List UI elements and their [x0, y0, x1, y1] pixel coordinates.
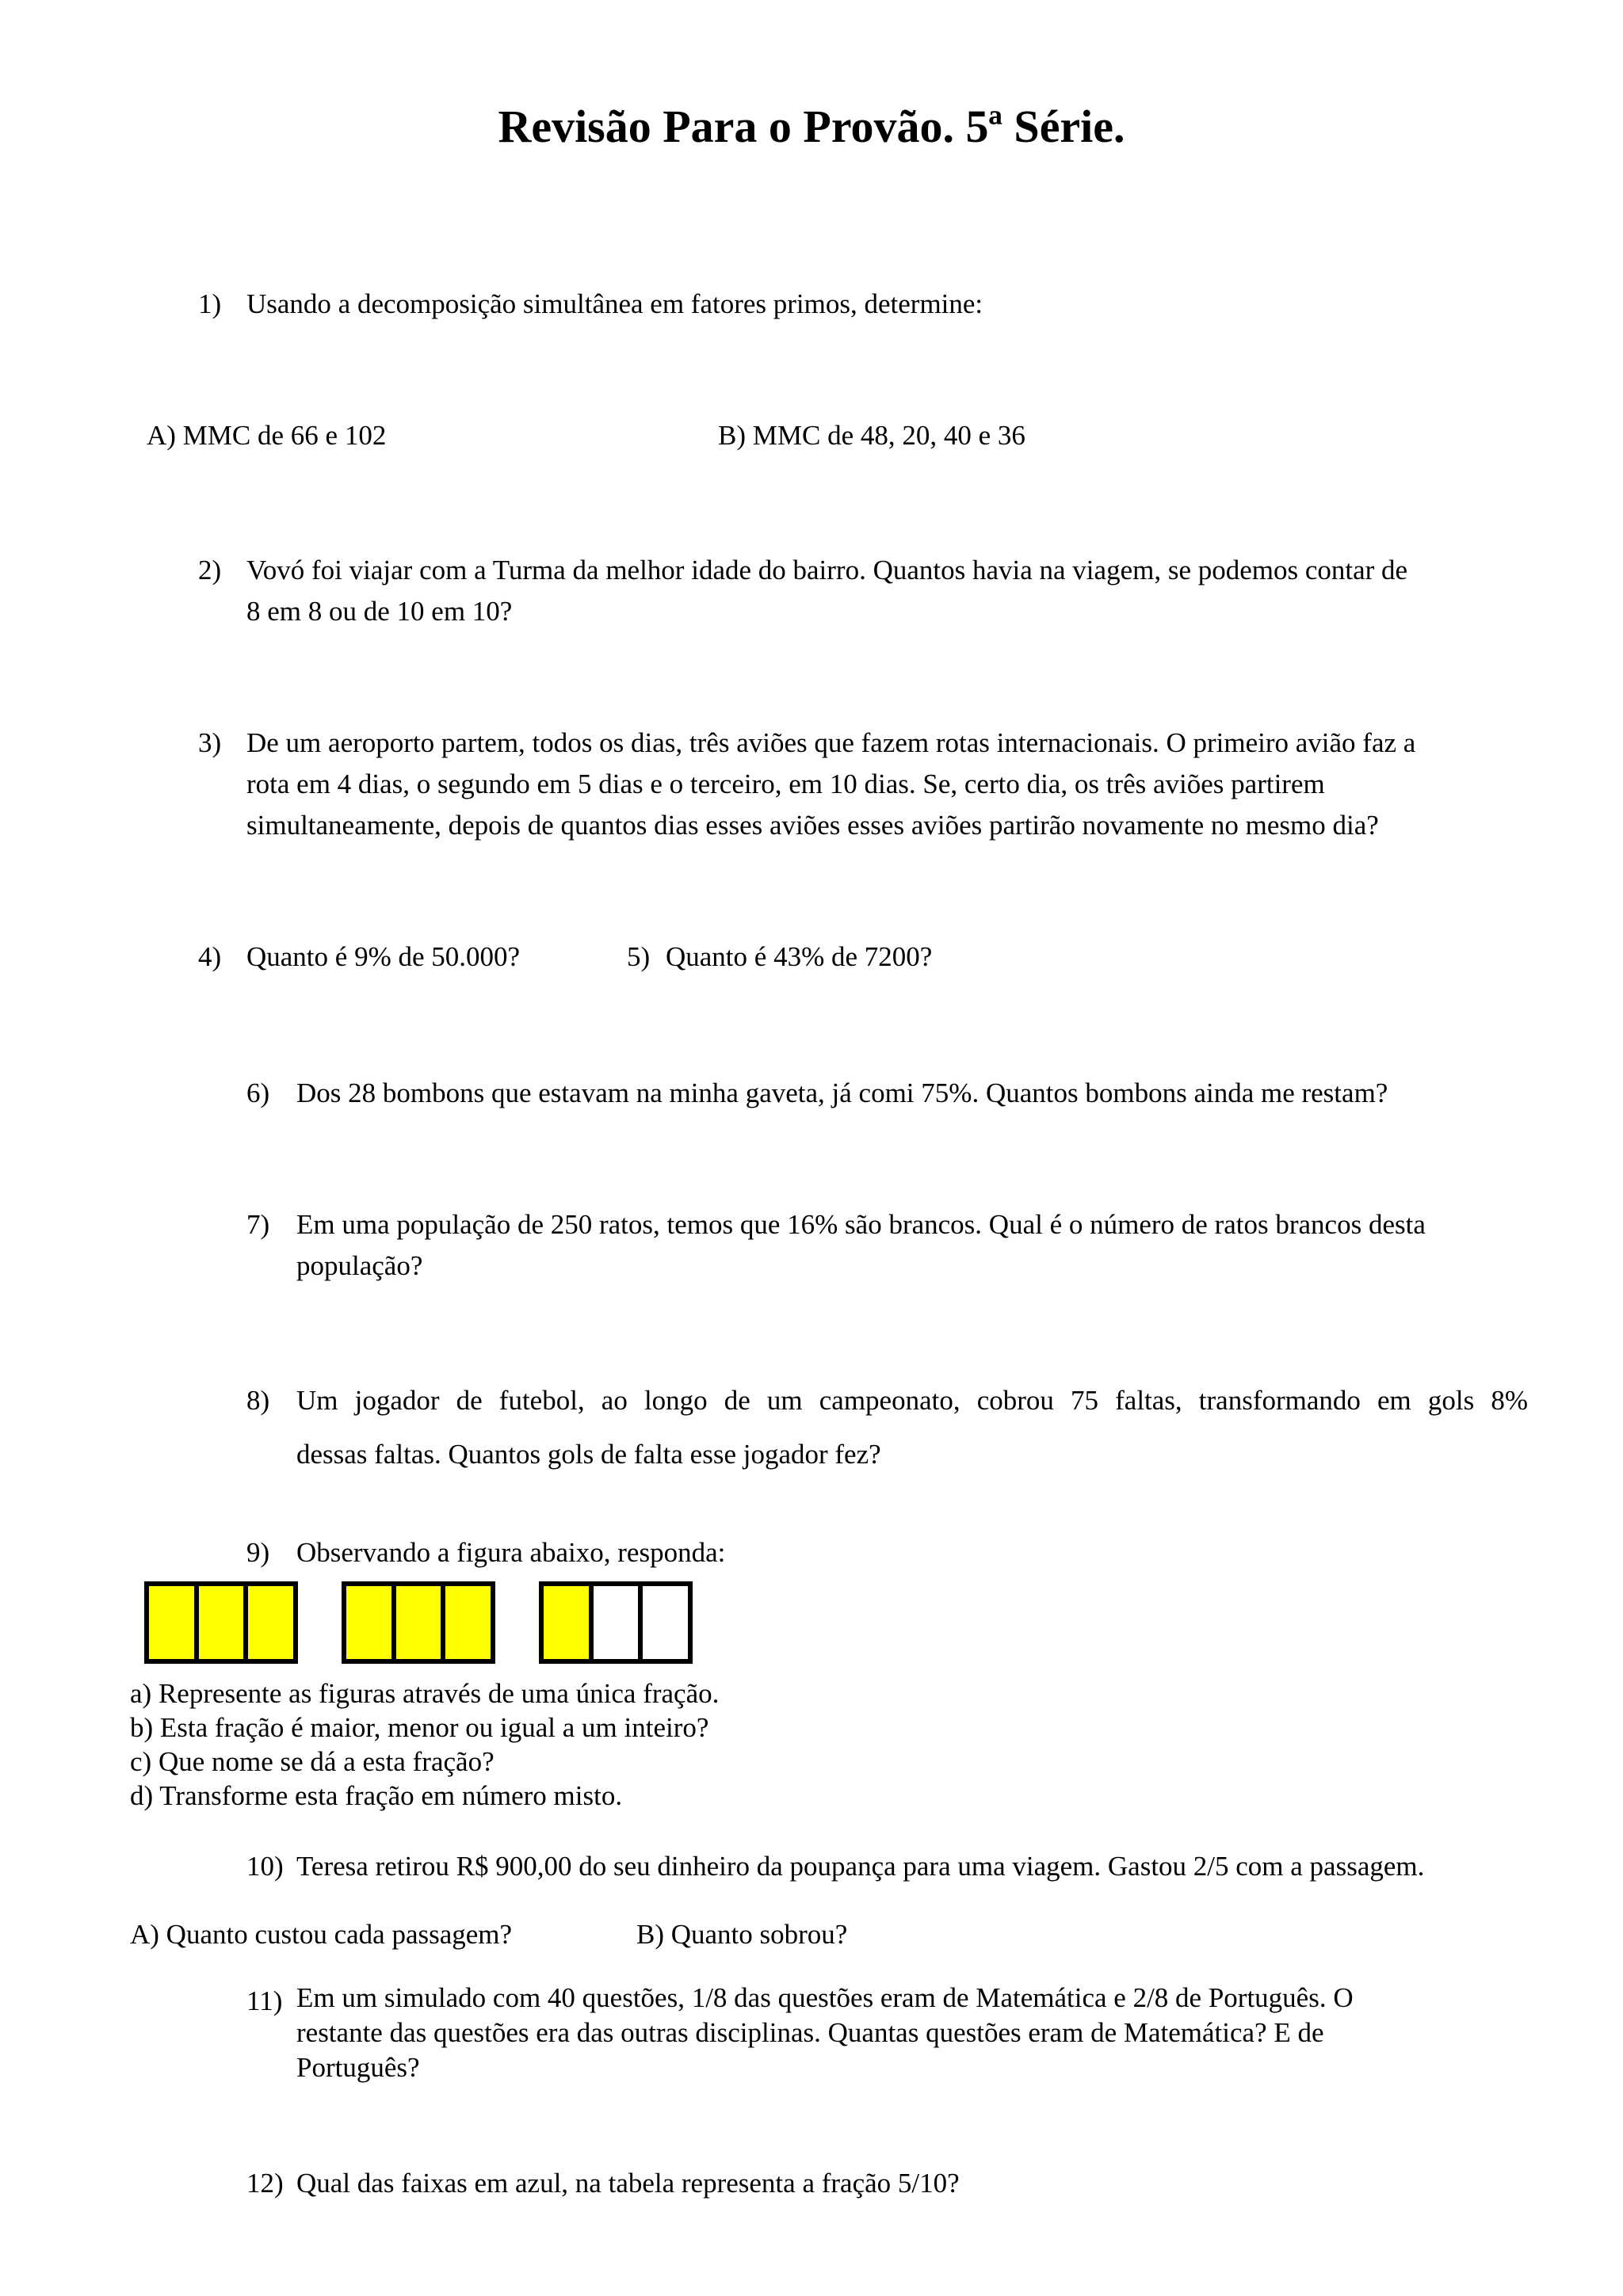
question-8-line-1: Um jogador de futebol, ao longo de um campeonato, cobrou 75 faltas, transformando em gols 8% — [296, 1385, 1528, 1416]
filled-cell — [445, 1586, 491, 1659]
filled-cell — [346, 1586, 396, 1659]
fraction-figure-group-2 — [342, 1581, 495, 1664]
question-4-number: 4) — [198, 941, 222, 972]
question-10-option-a: A) Quanto custou cada passagem? — [130, 1919, 513, 1950]
question-11-number: 11) — [246, 1985, 283, 2016]
question-2-line-1: Vovó foi viajar com a Turma da melhor idade do bairro. Quantos havia na viagem, se podemos contar de — [246, 555, 1408, 585]
question-9-item-d: d) Transforme esta fração em número misto. — [130, 1780, 623, 1811]
question-10-number: 10) — [246, 1851, 284, 1882]
filled-cell — [248, 1586, 293, 1659]
question-1 — [198, 284, 221, 325]
question-number: 1) — [198, 288, 222, 319]
question-11-line-3: Português? — [296, 2052, 420, 2083]
question-2-line-2: 8 em 8 ou de 10 em 10? — [246, 596, 513, 627]
question-5-number: 5) — [627, 941, 651, 972]
question-12-text: Qual das faixas em azul, na tabela representa a fração 5/10? — [296, 2168, 960, 2199]
fraction-figure-group-3 — [539, 1581, 693, 1664]
question-4-text: Quanto é 9% de 50.000? — [246, 941, 521, 972]
question-6-number: 6) — [246, 1077, 270, 1108]
filled-cell — [396, 1586, 446, 1659]
filled-cell — [544, 1586, 594, 1659]
question-9-item-b: b) Esta fração é maior, menor ou igual a um inteiro? — [130, 1712, 709, 1743]
question-9-number: 9) — [246, 1537, 270, 1568]
question-9-item-c: c) Que nome se dá a esta fração? — [130, 1746, 495, 1777]
question-1-text: Usando a decomposição simultânea em fatores primos, determine: — [246, 288, 983, 319]
question-1-option-a: A) MMC de 66 e 102 — [147, 420, 387, 451]
question-3-number: 3) — [198, 727, 222, 758]
question-5-text: Quanto é 43% de 7200? — [666, 941, 933, 972]
question-3-line-3: simultaneamente, depois de quantos dias esses aviões esses aviões partirão novamente no mesmo dia? — [246, 810, 1379, 841]
question-2-number: 2) — [198, 555, 222, 585]
question-1-option-b: B) MMC de 48, 20, 40 e 36 — [718, 420, 1025, 451]
question-7-number: 7) — [246, 1209, 270, 1240]
question-11-line-1: Em um simulado com 40 questões, 1/8 das questões eram de Matemática e 2/8 de Português. O — [296, 1982, 1354, 2013]
question-8-line-2: dessas faltas. Quantos gols de falta esse jogador fez? — [296, 1439, 881, 1470]
filled-cell — [149, 1586, 199, 1659]
question-9-text: Observando a figura abaixo, responda: — [296, 1537, 726, 1568]
filled-cell — [199, 1586, 249, 1659]
question-6-text: Dos 28 bombons que estavam na minha gaveta, já comi 75%. Quantos bombons ainda me restam? — [296, 1077, 1388, 1108]
question-7-line-2: população? — [296, 1250, 423, 1281]
question-3-line-1: De um aeroporto partem, todos os dias, três aviões que fazem rotas internacionais. O primeiro avião faz a — [246, 727, 1416, 758]
question-12-number: 12) — [246, 2168, 284, 2199]
empty-cell — [643, 1586, 688, 1659]
fraction-figure-group-1 — [144, 1581, 298, 1664]
question-9-item-a: a) Represente as figuras através de uma única fração. — [130, 1678, 720, 1709]
question-8-number: 8) — [246, 1385, 270, 1416]
question-7-line-1: Em uma população de 250 ratos, temos que 16% são brancos. Qual é o número de ratos brancos desta — [296, 1209, 1426, 1240]
empty-cell — [594, 1586, 643, 1659]
question-3-line-2: rota em 4 dias, o segundo em 5 dias e o terceiro, em 10 dias. Se, certo dia, os três aviões partirem — [246, 769, 1325, 799]
question-10-option-b: B) Quanto sobrou? — [636, 1919, 848, 1950]
question-11-line-2: restante das questões era das outras disciplinas. Quantas questões eram de Matemática? E de — [296, 2017, 1324, 2048]
question-10-text: Teresa retirou R$ 900,00 do seu dinheiro da poupança para uma viagem. Gastou 2/5 com a passagem. — [296, 1851, 1425, 1882]
page-title: Revisão Para o Provão. 5ª Série. — [498, 101, 1125, 152]
